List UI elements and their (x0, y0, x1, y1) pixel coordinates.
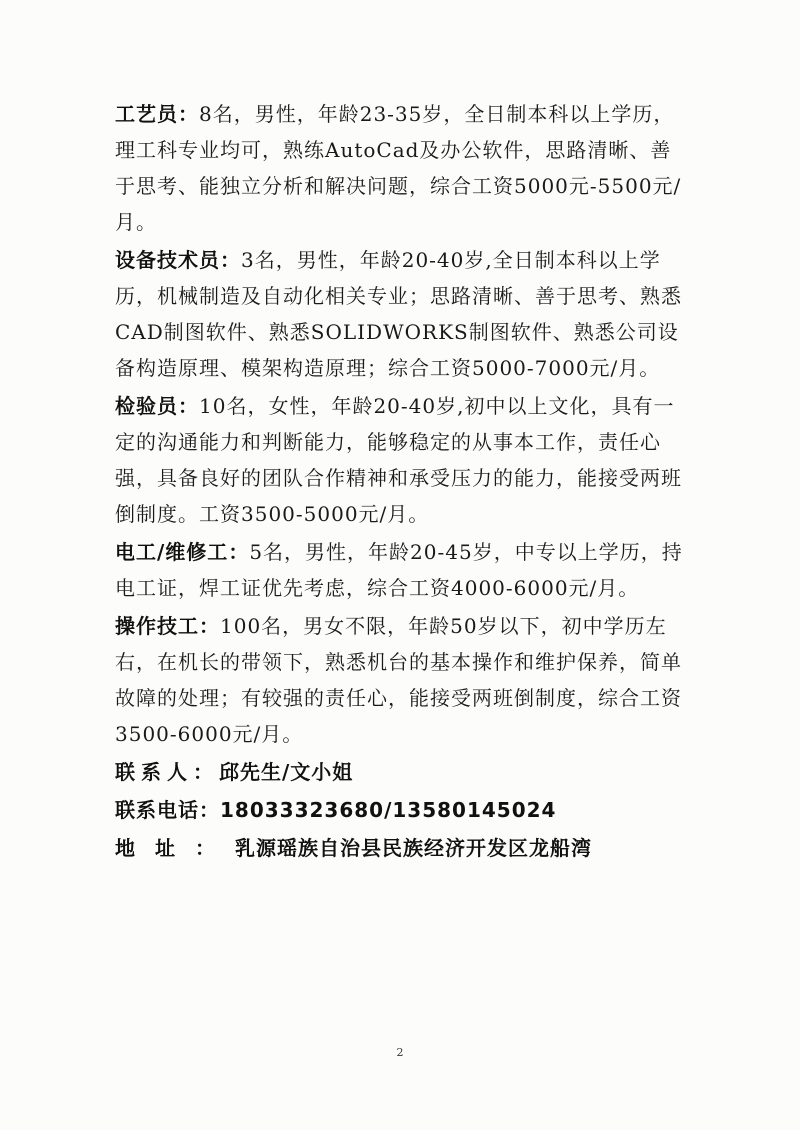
job-paragraph-equipment-technician (115, 242, 690, 386)
job-description: 3名，男性，年龄20-40岁,全日制本科以上学历，机械制造及自动化相关专业；思路清晰、善于思考、熟悉CAD制图软件、熟悉SOLIDWORKS制图软件、熟悉公司设备构造原理、模架构造原理；综合工资5000-7000元/月。 (115, 248, 682, 380)
job-paragraph-process-engineer (115, 96, 690, 240)
page-number: 2 (396, 1046, 404, 1059)
contact-address-line (115, 830, 690, 866)
contact-phone-line (115, 792, 690, 828)
job-title-colon: ： (199, 614, 220, 638)
contact-person-value: 邱先生/文小姐 (219, 760, 354, 784)
job-description: 8名，男性，年龄23-35岁，全日制本科以上学历，理工科专业均可，熟练AutoCad及办公软件，思路清晰、善于思考、能独立分析和解决问题，综合工资5000元-5500元/月。 (115, 102, 682, 234)
job-paragraph-operator (115, 608, 690, 752)
document-body (115, 96, 690, 866)
job-title: 设备技术员 (115, 248, 220, 272)
job-title-colon: ： (178, 394, 199, 418)
job-title: 电工/维修工 (115, 540, 229, 564)
job-title-colon: ： (220, 248, 241, 272)
job-title-colon: ： (178, 102, 199, 126)
contact-person-line (115, 754, 690, 790)
job-paragraph-electrician (115, 534, 690, 606)
contact-person-label: 联系人： (115, 760, 219, 784)
job-paragraph-inspector (115, 388, 690, 532)
job-title: 操作技工 (115, 614, 199, 638)
job-title: 工艺员 (115, 102, 178, 126)
job-description: 10名，女性，年龄20-40岁,初中以上文化，具有一定的沟通能力和判断能力，能够稳定的从事本工作，责任心强，具备良好的团队合作精神和承受压力的能力，能接受两班倒制度。工资3500-5000元/月。 (115, 394, 682, 526)
contact-phone-label: 联系电话： (115, 798, 220, 822)
job-description: 100名，男女不限，年龄50岁以下，初中学历左右，在机长的带领下，熟悉机台的基本操作和维护保养，简单故障的处理；有较强的责任心，能接受两班倒制度，综合工资3500-6000元/月。 (115, 614, 682, 746)
contact-address-label: 地址： (115, 836, 235, 860)
job-title-colon: ： (228, 540, 250, 564)
job-description: 5名，男性，年龄20-45岁，中专以上学历，持电工证，焊工证优先考虑，综合工资4000-6000元/月。 (115, 540, 683, 600)
contact-phone-value: 18033323680/13580145024 (220, 798, 557, 822)
job-title: 检验员 (115, 394, 178, 418)
contact-address-value: 乳源瑶族自治县民族经济开发区龙船湾 (235, 836, 592, 860)
